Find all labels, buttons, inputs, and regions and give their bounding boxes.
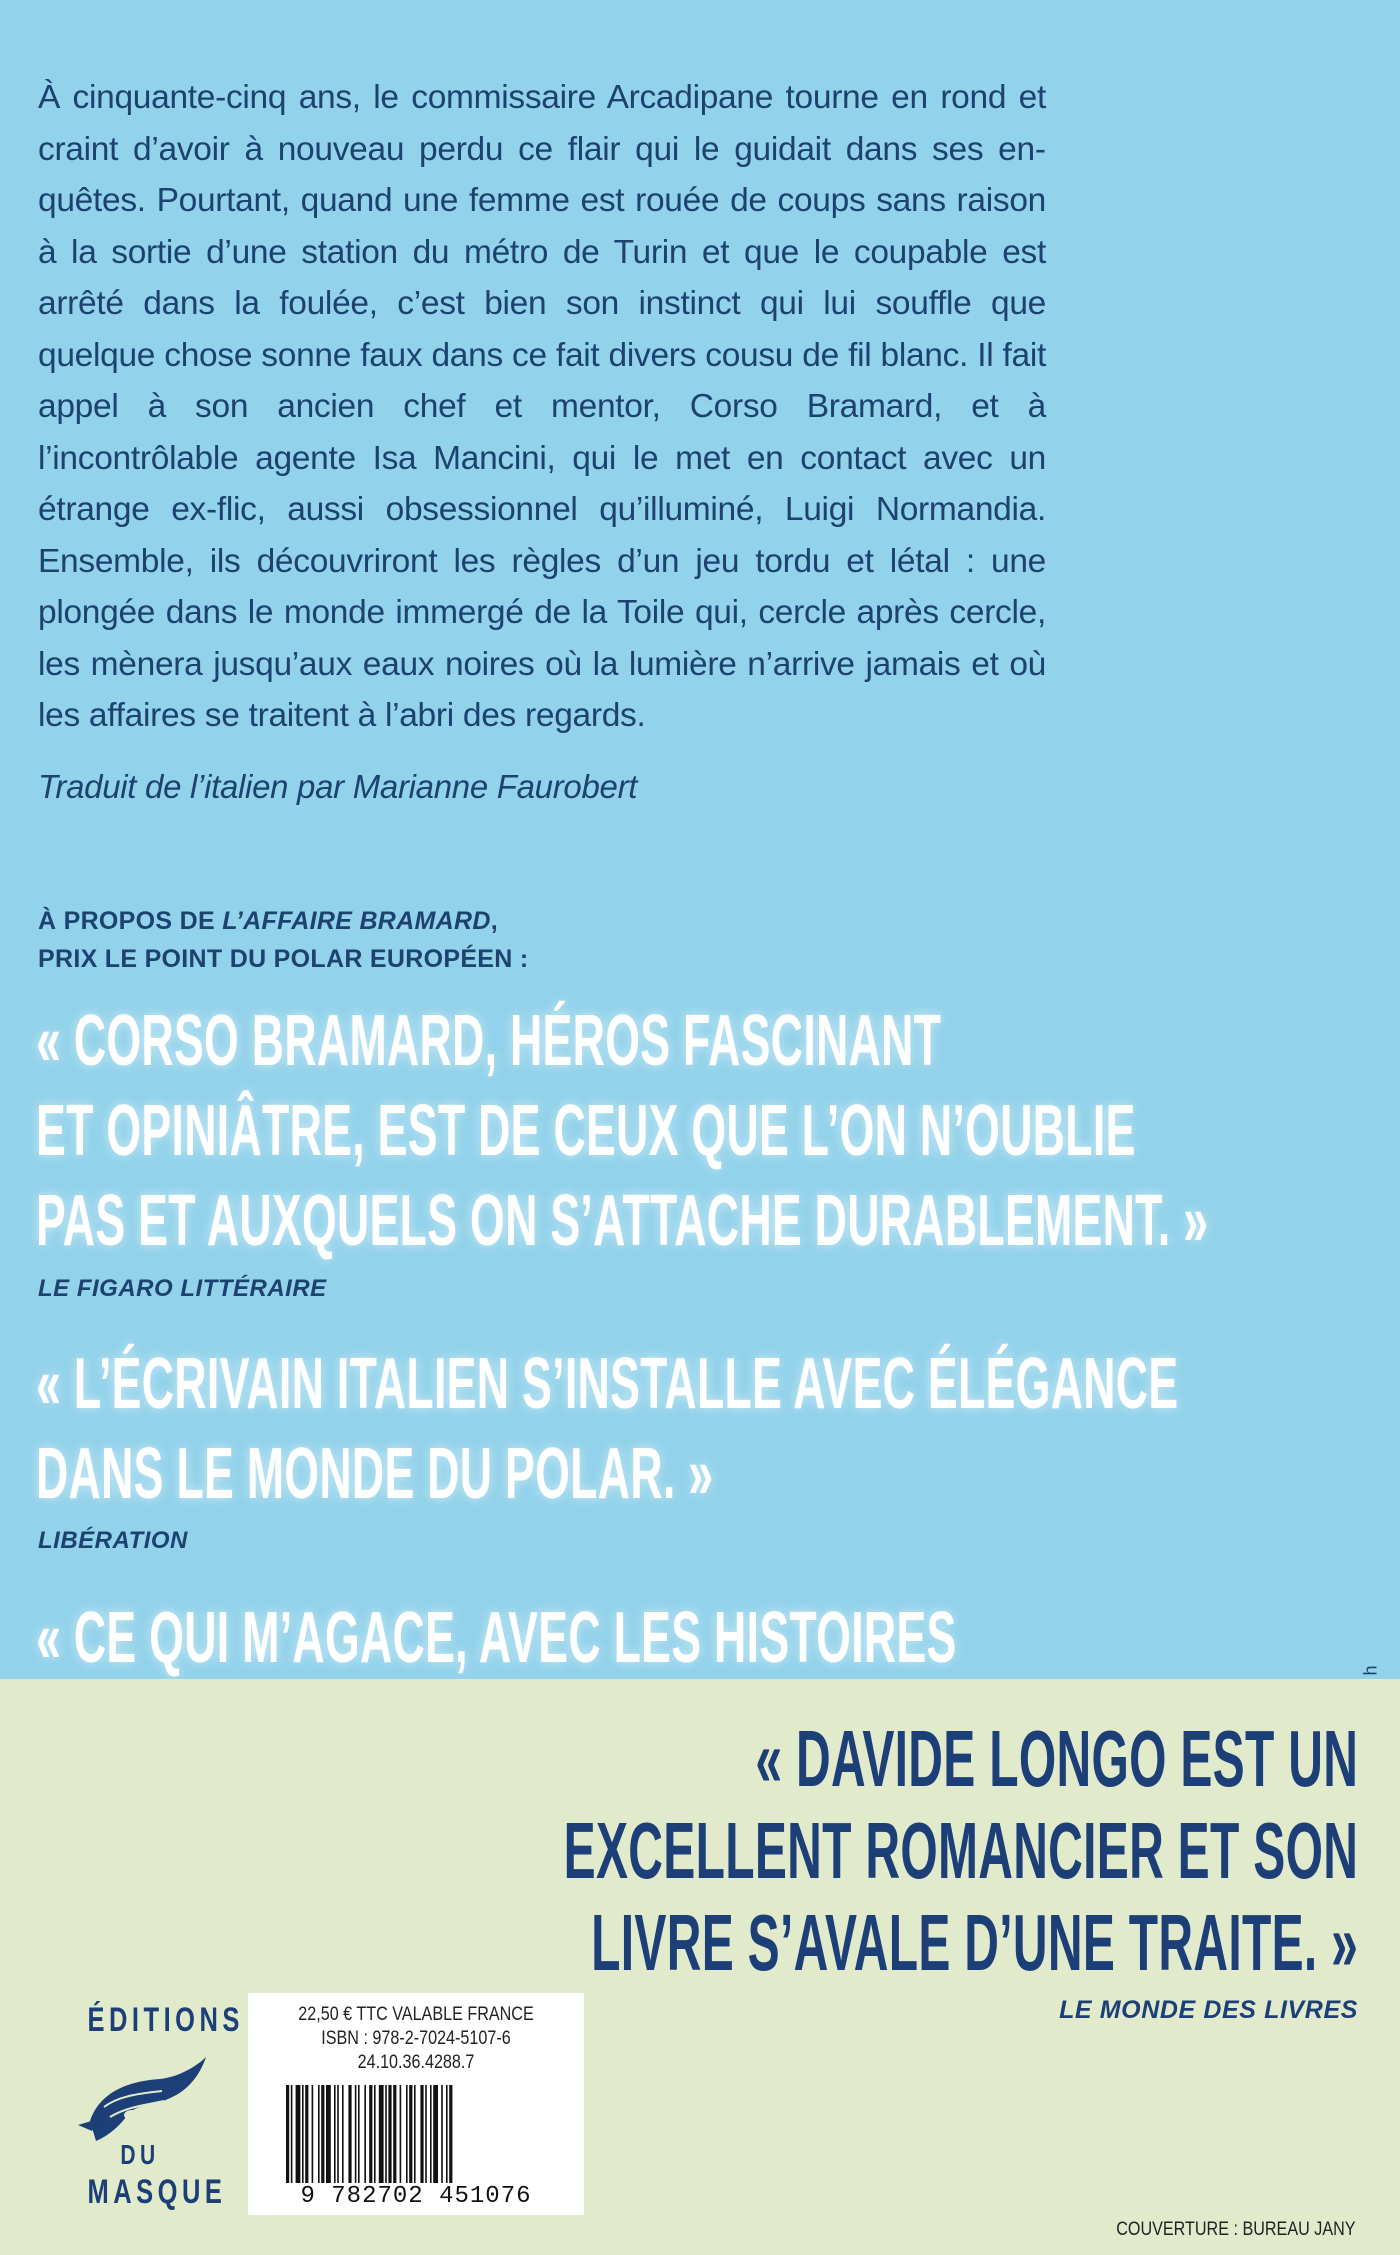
quote-truncated	[36, 1593, 957, 1679]
featured-quote	[563, 1713, 1358, 1989]
about-suffix: ,	[490, 907, 498, 935]
barcode-digits: 9 782702 451076	[300, 2183, 532, 2210]
edge-mark: h	[1360, 1665, 1381, 1676]
quote-source-liberation: LIBÉRATION	[38, 1527, 188, 1554]
quote-liberation	[36, 1339, 1178, 1519]
synopsis-paragraph: À cinquante-cinq ans, le commissaire Arcadipane tourne en rond et craint d’avoir à nouveau perdu ce flair qui le guidait dans ses enquêtes. Pourtant, quand une femme est rouée de coups sans raison à la sortie d’une station du métro de Turin et que le coupable est arrêté dans la foulée, c’est bien son instinct qui lui souffle que quelque chose sonne faux dans ce fait divers cousu de fil blanc. Il fait appel à son ancien chef et mentor, Corso Bramard, et à l’incontrôlable agente Isa Mancini, qui le met en contact avec un étrange ex-flic, aussi obsessionnel qu’illuminé, Luigi Normandia. Ensemble, ils découvriront les règles d’un jeu tordu et létal : une plongée dans le monde immergé de la Toile qui, cercle après cercle, les mènera jusqu’aux eaux noires où la lumière n’arrive jamais et où les affaires se traitent à l’abri des regards.	[38, 79, 1046, 734]
about-heading-line-1	[38, 902, 529, 940]
bottom-panel	[0, 1679, 1400, 2255]
translator-credit: Traduit de l’italien par Marianne Faurobert	[38, 768, 638, 805]
featured-quote-line: « DAVIDE LONGO EST UN	[755, 1714, 1358, 1803]
featured-quote-line: LIVRE S’AVALE D’UNE TRAITE. »	[591, 1898, 1358, 1987]
barcode-icon	[286, 2085, 548, 2183]
featured-quote-source: LE MONDE DES LIVRES	[1059, 1996, 1358, 2024]
about-heading-line-2: PRIX LE POINT DU POLAR EUROPÉEN :	[38, 945, 529, 973]
publisher-line-3: MASQUE	[87, 2173, 227, 2211]
publisher-logo	[70, 2001, 244, 2215]
barcode-label	[248, 1993, 584, 2215]
quote-line: PAS ET AUXQUELS ON S’ATTACHE DURABLEMENT. »	[36, 1181, 1209, 1261]
about-heading	[38, 902, 529, 978]
quote-line: « L’ÉCRIVAIN ITALIEN S’INSTALLE AVEC ÉLÉGANCE	[36, 1344, 1179, 1424]
quote-source-figaro: LE FIGARO LITTÉRAIRE	[38, 1275, 327, 1302]
internal-code-text: 24.10.36.4288.7	[357, 2052, 475, 2073]
price-text: 22,50 € TTC VALABLE FRANCE	[298, 2004, 534, 2025]
isbn-text: ISBN : 978-2-7024-5107-6	[321, 2028, 511, 2049]
about-prefix: À PROPOS DE	[38, 907, 223, 935]
quote-line: « CE QUI M’AGACE, AVEC LES HISTOIRES	[36, 1598, 957, 1678]
cover-credit: COUVERTURE : BUREAU JANY	[1116, 2219, 1356, 2240]
publisher-line-1: ÉDITIONS	[87, 2001, 244, 2039]
featured-quote-line: EXCELLENT ROMANCIER ET SON	[563, 1806, 1358, 1895]
quote-line: « CORSO BRAMARD, HÉROS FASCINANT	[36, 1001, 942, 1081]
quote-line: ET OPINIÂTRE, EST DE CEUX QUE L’ON N’OUBLIE	[36, 1091, 1136, 1171]
publisher-line-2: DU	[120, 2139, 160, 2170]
quote-line: DANS LE MONDE DU POLAR. »	[36, 1434, 714, 1514]
about-book-title: L’AFFAIRE BRAMARD	[222, 907, 491, 935]
quote-figaro	[36, 996, 1208, 1266]
mask-feather-icon	[70, 2051, 210, 2146]
